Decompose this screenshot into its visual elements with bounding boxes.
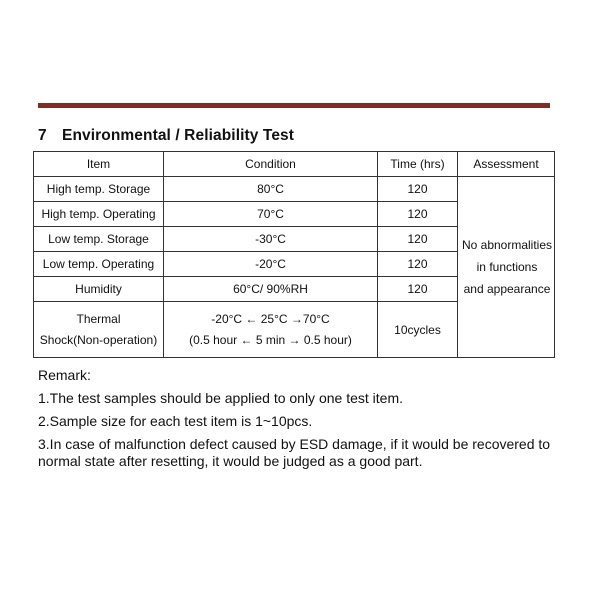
condition-line: -20°C ← 25°C →70°C	[211, 311, 330, 326]
header-assessment: Assessment	[458, 152, 555, 177]
remark-item: 3.In case of malfunction defect caused by ESD damage, if it would be recovered to normal state after resetting, it would be judged as a good part.	[38, 436, 551, 469]
remark-title: Remark:	[38, 367, 91, 383]
remark-item: 2.Sample size for each test item is 1~10pcs.	[38, 413, 313, 429]
cell-time: 120	[378, 202, 458, 227]
cell-item: High temp. Operating	[34, 202, 164, 227]
item-line: Thermal	[76, 311, 121, 326]
cell-time: 10cycles	[378, 302, 458, 358]
remark-item: 1.The test samples should be applied to only one test item.	[38, 390, 403, 406]
section-number: 7	[38, 127, 47, 144]
reliability-test-table	[33, 151, 555, 358]
table-header-row	[34, 152, 555, 177]
cell-assessment	[458, 177, 555, 358]
table-row	[34, 177, 555, 202]
assessment-line: and appearance	[463, 282, 551, 296]
cell-condition	[164, 302, 378, 358]
cell-condition: 60°C/ 90%RH	[164, 277, 378, 302]
assessment-line: No abnormalities	[461, 238, 553, 252]
section-heading: Environmental / Reliability Test	[62, 127, 295, 144]
section-title	[38, 127, 294, 145]
cell-condition: -20°C	[164, 252, 378, 277]
item-line: Shock(Non-operation)	[39, 332, 158, 347]
cell-time: 120	[378, 177, 458, 202]
cell-condition: 80°C	[164, 177, 378, 202]
header-time: Time (hrs)	[378, 152, 458, 177]
cell-item	[34, 302, 164, 358]
cell-item: Humidity	[34, 277, 164, 302]
condition-line: (0.5 hour ← 5 min → 0.5 hour)	[189, 332, 352, 347]
cell-time: 120	[378, 227, 458, 252]
cell-time: 120	[378, 277, 458, 302]
cell-time: 120	[378, 252, 458, 277]
cell-condition: -30°C	[164, 227, 378, 252]
cell-item: Low temp. Operating	[34, 252, 164, 277]
assessment-line: in functions	[476, 260, 538, 274]
cell-item: High temp. Storage	[34, 177, 164, 202]
cell-item: Low temp. Storage	[34, 227, 164, 252]
cell-condition: 70°C	[164, 202, 378, 227]
header-item: Item	[34, 152, 164, 177]
header-divider	[38, 103, 550, 108]
header-condition: Condition	[164, 152, 378, 177]
remark-section	[38, 367, 558, 476]
